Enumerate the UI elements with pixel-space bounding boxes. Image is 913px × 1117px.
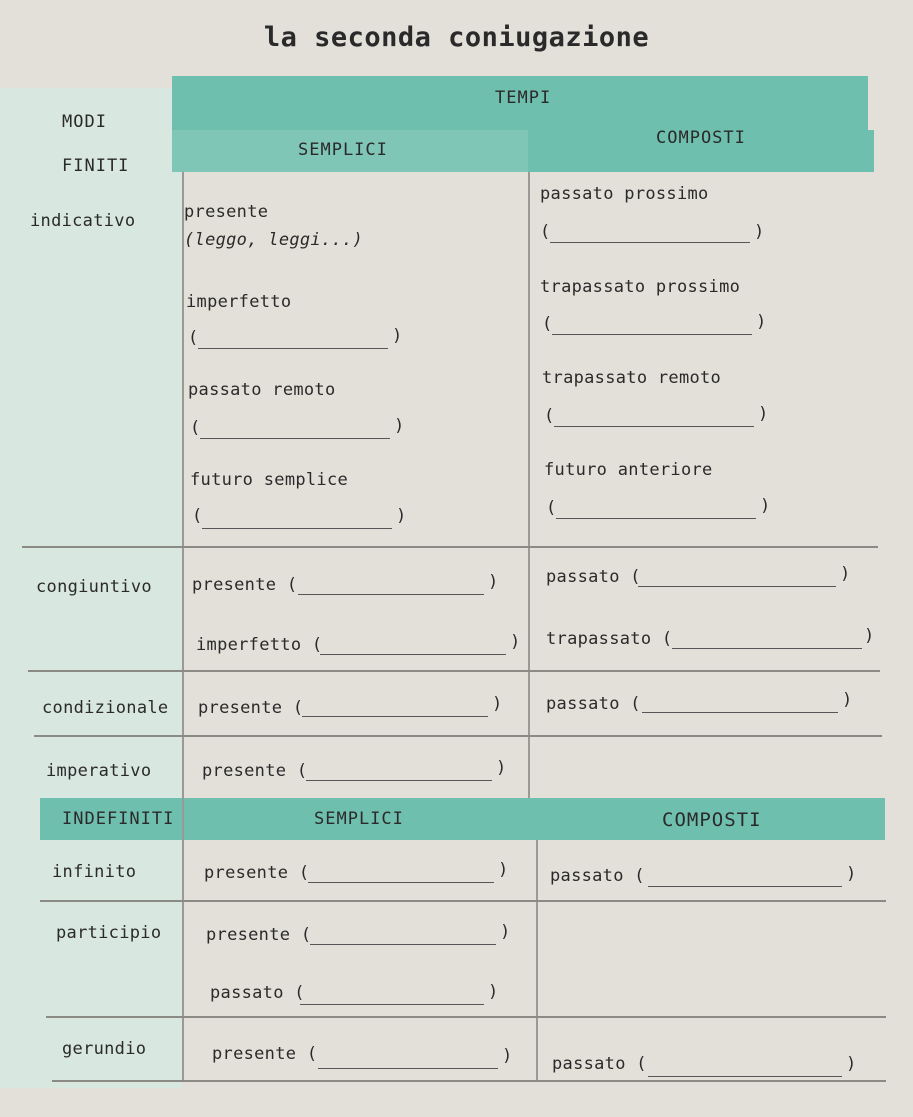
row-line-indicativo <box>22 546 878 548</box>
paren-open: ( <box>542 314 553 334</box>
paren-open: ( <box>546 498 557 518</box>
infinito-presente-answer-blank[interactable] <box>308 882 494 883</box>
participio-presente-answer-blank[interactable] <box>310 944 496 945</box>
congiuntivo-passato-answer-blank[interactable] <box>638 586 836 587</box>
paren-close: ) <box>498 860 509 880</box>
header-modi: MODI <box>62 112 107 132</box>
row-line-participio <box>46 1016 886 1018</box>
paren-close: ) <box>394 416 405 436</box>
gerundio-passato-label: passato ( <box>552 1054 647 1074</box>
indicativo-passato-prossimo-label: passato prossimo <box>540 184 709 204</box>
mode-congiuntivo: congiuntivo <box>36 577 152 597</box>
header-indefiniti-composti: COMPOSTI <box>662 809 762 831</box>
infinito-passato-label: passato ( <box>550 866 645 886</box>
paren-close: ) <box>492 694 503 714</box>
paren-close: ) <box>846 864 857 884</box>
gerundio-presente-label: presente ( <box>212 1044 318 1064</box>
indicativo-trapassato-prossimo-answer-blank[interactable] <box>552 334 752 335</box>
column-divider-2 <box>528 172 530 798</box>
paren-close: ) <box>840 564 851 584</box>
indicativo-futuro-semplice-label: futuro semplice <box>190 470 349 490</box>
congiuntivo-passato-label: passato ( <box>546 567 641 587</box>
paren-close: ) <box>754 222 765 242</box>
mode-condizionale: condizionale <box>42 698 169 718</box>
indicativo-presente-label: presente <box>184 202 269 222</box>
congiuntivo-trapassato-answer-blank[interactable] <box>672 648 862 649</box>
paren-close: ) <box>496 758 507 778</box>
congiuntivo-presente-answer-blank[interactable] <box>298 594 484 595</box>
indicativo-presente-example: (leggo, leggi...) <box>184 230 364 250</box>
paren-open: ( <box>190 418 201 438</box>
mode-indicativo: indicativo <box>30 211 136 231</box>
congiuntivo-presente-label: presente ( <box>192 575 298 595</box>
participio-passato-label: passato ( <box>210 983 305 1003</box>
condizionale-passato-label: passato ( <box>546 694 641 714</box>
condizionale-presente-label: presente ( <box>198 698 304 718</box>
header-tempi: TEMPI <box>495 88 552 108</box>
imperativo-presente-answer-blank[interactable] <box>306 780 492 781</box>
paren-close: ) <box>842 690 853 710</box>
row-line-gerundio <box>52 1080 886 1082</box>
imperativo-presente-label: presente ( <box>202 761 308 781</box>
row-line-condizionale <box>34 735 882 737</box>
header-finiti: FINITI <box>62 156 130 176</box>
infinito-presente-label: presente ( <box>204 863 310 883</box>
congiuntivo-trapassato-label: trapassato ( <box>546 629 673 649</box>
paren-open: ( <box>192 506 203 526</box>
indicativo-futuro-anteriore-label: futuro anteriore <box>544 460 713 480</box>
mode-gerundio: gerundio <box>62 1039 147 1059</box>
paren-close: ) <box>756 312 767 332</box>
row-line-congiuntivo <box>28 670 880 672</box>
paren-close: ) <box>488 982 499 1002</box>
paren-open: ( <box>544 406 555 426</box>
paren-open: ( <box>188 328 199 348</box>
congiuntivo-imperfetto-label: imperfetto ( <box>196 635 323 655</box>
column-divider-3 <box>536 840 538 1080</box>
paren-close: ) <box>488 572 499 592</box>
row-line-infinito <box>40 900 886 902</box>
paren-close: ) <box>500 922 511 942</box>
indicativo-passato-prossimo-answer-blank[interactable] <box>550 242 750 243</box>
paren-open: ( <box>540 222 551 242</box>
participio-presente-label: presente ( <box>206 925 312 945</box>
congiuntivo-imperfetto-answer-blank[interactable] <box>320 654 506 655</box>
paren-close: ) <box>758 404 769 424</box>
indicativo-trapassato-remoto-label: trapassato remoto <box>542 368 722 388</box>
indicativo-trapassato-remoto-answer-blank[interactable] <box>554 426 754 427</box>
indicativo-imperfetto-label: imperfetto <box>186 292 292 312</box>
paren-close: ) <box>396 506 407 526</box>
paren-close: ) <box>846 1054 857 1074</box>
mode-infinito: infinito <box>52 862 137 882</box>
indicativo-trapassato-prossimo-label: trapassato prossimo <box>540 277 741 297</box>
page-title: la seconda coniugazione <box>263 22 650 53</box>
paren-close: ) <box>760 496 771 516</box>
infinito-passato-answer-blank[interactable] <box>648 886 842 887</box>
indicativo-futuro-anteriore-answer-blank[interactable] <box>556 518 756 519</box>
mode-imperativo: imperativo <box>46 761 152 781</box>
paren-close: ) <box>864 626 875 646</box>
mode-participio: participio <box>56 923 162 943</box>
participio-passato-answer-blank[interactable] <box>300 1004 484 1005</box>
column-divider-1 <box>182 172 184 1082</box>
indicativo-imperfetto-answer-blank[interactable] <box>198 348 388 349</box>
paren-close: ) <box>502 1046 513 1066</box>
gerundio-presente-answer-blank[interactable] <box>318 1068 498 1069</box>
header-indefiniti: INDEFINITI <box>62 809 175 829</box>
header-semplici: SEMPLICI <box>298 140 388 160</box>
gerundio-passato-answer-blank[interactable] <box>648 1076 842 1077</box>
header-composti: COMPOSTI <box>656 128 746 148</box>
indicativo-futuro-semplice-answer-blank[interactable] <box>202 528 392 529</box>
condizionale-presente-answer-blank[interactable] <box>302 716 488 717</box>
paren-close: ) <box>510 632 521 652</box>
paren-close: ) <box>392 326 403 346</box>
header-indefiniti-semplici: SEMPLICI <box>314 809 404 829</box>
indicativo-passato-remoto-answer-blank[interactable] <box>200 438 390 439</box>
indicativo-passato-remoto-label: passato remoto <box>188 380 336 400</box>
condizionale-passato-answer-blank[interactable] <box>642 712 838 713</box>
